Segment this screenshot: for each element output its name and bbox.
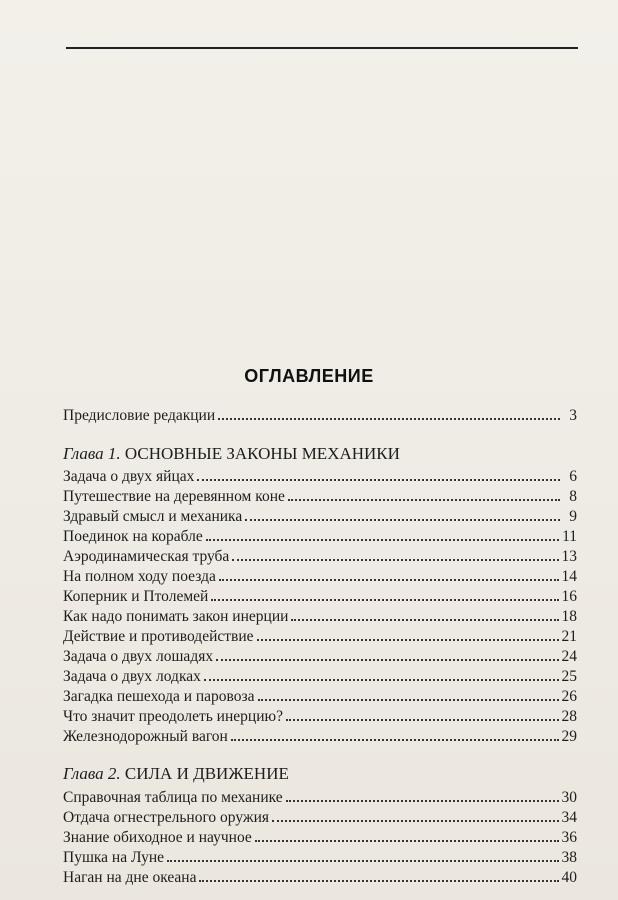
toc-entry-title: Путешествие на деревянном коне bbox=[63, 488, 285, 505]
chapter-label: Глава 2. bbox=[63, 764, 121, 783]
toc-entry-page: 18 bbox=[561, 608, 577, 625]
toc-entry[interactable] bbox=[63, 507, 577, 526]
leader-dots bbox=[231, 739, 559, 741]
leader-dots bbox=[291, 619, 558, 621]
toc-entry-title: Загадка пешехода и паровоза bbox=[63, 688, 255, 705]
toc-entry-title: Как надо понимать закон инерции bbox=[63, 608, 289, 625]
toc-entry-page: 3 bbox=[569, 407, 577, 424]
toc-title: ОГЛАВЛЕНИЕ bbox=[244, 366, 374, 386]
toc-entry-preface[interactable] bbox=[63, 406, 577, 425]
toc-entry[interactable] bbox=[63, 527, 577, 546]
leader-dots bbox=[199, 880, 558, 882]
toc-entry-title: Отдача огнестрельного оружия bbox=[63, 809, 270, 826]
toc-entry-page: 25 bbox=[561, 668, 577, 685]
toc-entry-title: Задача о двух лошадях bbox=[63, 648, 214, 665]
table-of-contents bbox=[63, 0, 577, 900]
toc-entry-page: 34 bbox=[561, 809, 577, 826]
toc-entry-page: 11 bbox=[562, 528, 577, 545]
toc-entry-page: 9 bbox=[569, 508, 577, 525]
toc-entry-title: На полном ходу поезда bbox=[63, 568, 216, 585]
toc-entry-title: Здравый смысл и механика bbox=[63, 508, 243, 525]
toc-entry-page: 38 bbox=[561, 849, 577, 866]
toc-entry-page: 26 bbox=[561, 688, 577, 705]
toc-entry-title: Действие и противодействие bbox=[63, 628, 254, 645]
leader-dots bbox=[288, 499, 560, 501]
chapter-heading-2[interactable] bbox=[63, 764, 577, 784]
toc-entry-page: 21 bbox=[561, 628, 577, 645]
toc-entry-title: Предисловие редакции bbox=[63, 407, 216, 424]
toc-entry-page: 36 bbox=[561, 829, 577, 846]
leader-dots bbox=[204, 679, 559, 681]
toc-entry-page: 28 bbox=[561, 708, 577, 725]
toc-entry-page: 24 bbox=[561, 648, 577, 665]
leader-dots bbox=[286, 800, 559, 802]
leader-dots bbox=[257, 639, 559, 641]
toc-entry-page: 8 bbox=[569, 488, 577, 505]
leader-dots bbox=[216, 659, 558, 661]
leader-dots bbox=[232, 559, 558, 561]
leader-dots bbox=[219, 579, 559, 581]
toc-entry-title: Железнодорожный вагон bbox=[63, 728, 228, 745]
chapter-title: СИЛА И ДВИЖЕНИЕ bbox=[124, 764, 289, 783]
leader-dots bbox=[197, 479, 560, 481]
leader-dots bbox=[218, 418, 560, 420]
toc-entry-page: 14 bbox=[561, 568, 577, 585]
chapter-heading-1[interactable] bbox=[63, 444, 577, 464]
leader-dots bbox=[286, 719, 559, 721]
toc-entry[interactable] bbox=[63, 727, 577, 746]
toc-entry-page: 13 bbox=[561, 548, 577, 565]
toc-entry-title: Задача о двух лодках bbox=[63, 668, 201, 685]
toc-entry-title: Задача о двух яйцах bbox=[63, 468, 195, 485]
toc-entry-page: 16 bbox=[561, 588, 577, 605]
toc-entry[interactable] bbox=[63, 487, 577, 506]
leader-dots bbox=[255, 840, 559, 842]
toc-entry[interactable] bbox=[63, 808, 577, 827]
toc-entry-title: Что значит преодолеть инерцию? bbox=[63, 708, 283, 725]
toc-entry[interactable] bbox=[63, 467, 577, 486]
toc-entry[interactable] bbox=[63, 607, 577, 626]
toc-entry-title: Поединок на корабле bbox=[63, 528, 203, 545]
toc-entry[interactable] bbox=[63, 667, 577, 686]
leader-dots bbox=[206, 539, 559, 541]
leader-dots bbox=[245, 519, 560, 521]
toc-entry[interactable] bbox=[63, 707, 577, 726]
chapter-title: ОСНОВНЫЕ ЗАКОНЫ МЕХАНИКИ bbox=[124, 444, 400, 463]
toc-entry[interactable] bbox=[63, 627, 577, 646]
leader-dots bbox=[258, 699, 559, 701]
chapter-label: Глава 1. bbox=[63, 444, 121, 463]
toc-entry[interactable] bbox=[63, 828, 577, 847]
toc-entry-title: Пушка на Луне bbox=[63, 849, 165, 866]
leader-dots bbox=[272, 820, 558, 822]
toc-entry[interactable] bbox=[63, 647, 577, 666]
toc-entry-page: 6 bbox=[569, 468, 577, 485]
toc-entry[interactable] bbox=[63, 868, 577, 887]
toc-entry[interactable] bbox=[63, 587, 577, 606]
toc-entry-page: 40 bbox=[561, 869, 577, 886]
toc-entry[interactable] bbox=[63, 547, 577, 566]
toc-entry[interactable] bbox=[63, 687, 577, 706]
toc-entry[interactable] bbox=[63, 788, 577, 807]
toc-entry-page: 30 bbox=[561, 789, 577, 806]
toc-entry-title: Справочная таблица по механике bbox=[63, 789, 283, 806]
toc-entry[interactable] bbox=[63, 567, 577, 586]
toc-entry-page: 29 bbox=[561, 728, 577, 745]
leader-dots bbox=[167, 860, 558, 862]
toc-entry-title: Коперник и Птолемей bbox=[63, 588, 209, 605]
toc-entry-title: Наган на дне океана bbox=[63, 869, 197, 886]
leader-dots bbox=[211, 599, 558, 601]
toc-entry-title: Аэродинамическая труба bbox=[63, 548, 230, 565]
toc-entry[interactable] bbox=[63, 848, 577, 867]
toc-entry-title: Знание обиходное и научное bbox=[63, 829, 252, 846]
